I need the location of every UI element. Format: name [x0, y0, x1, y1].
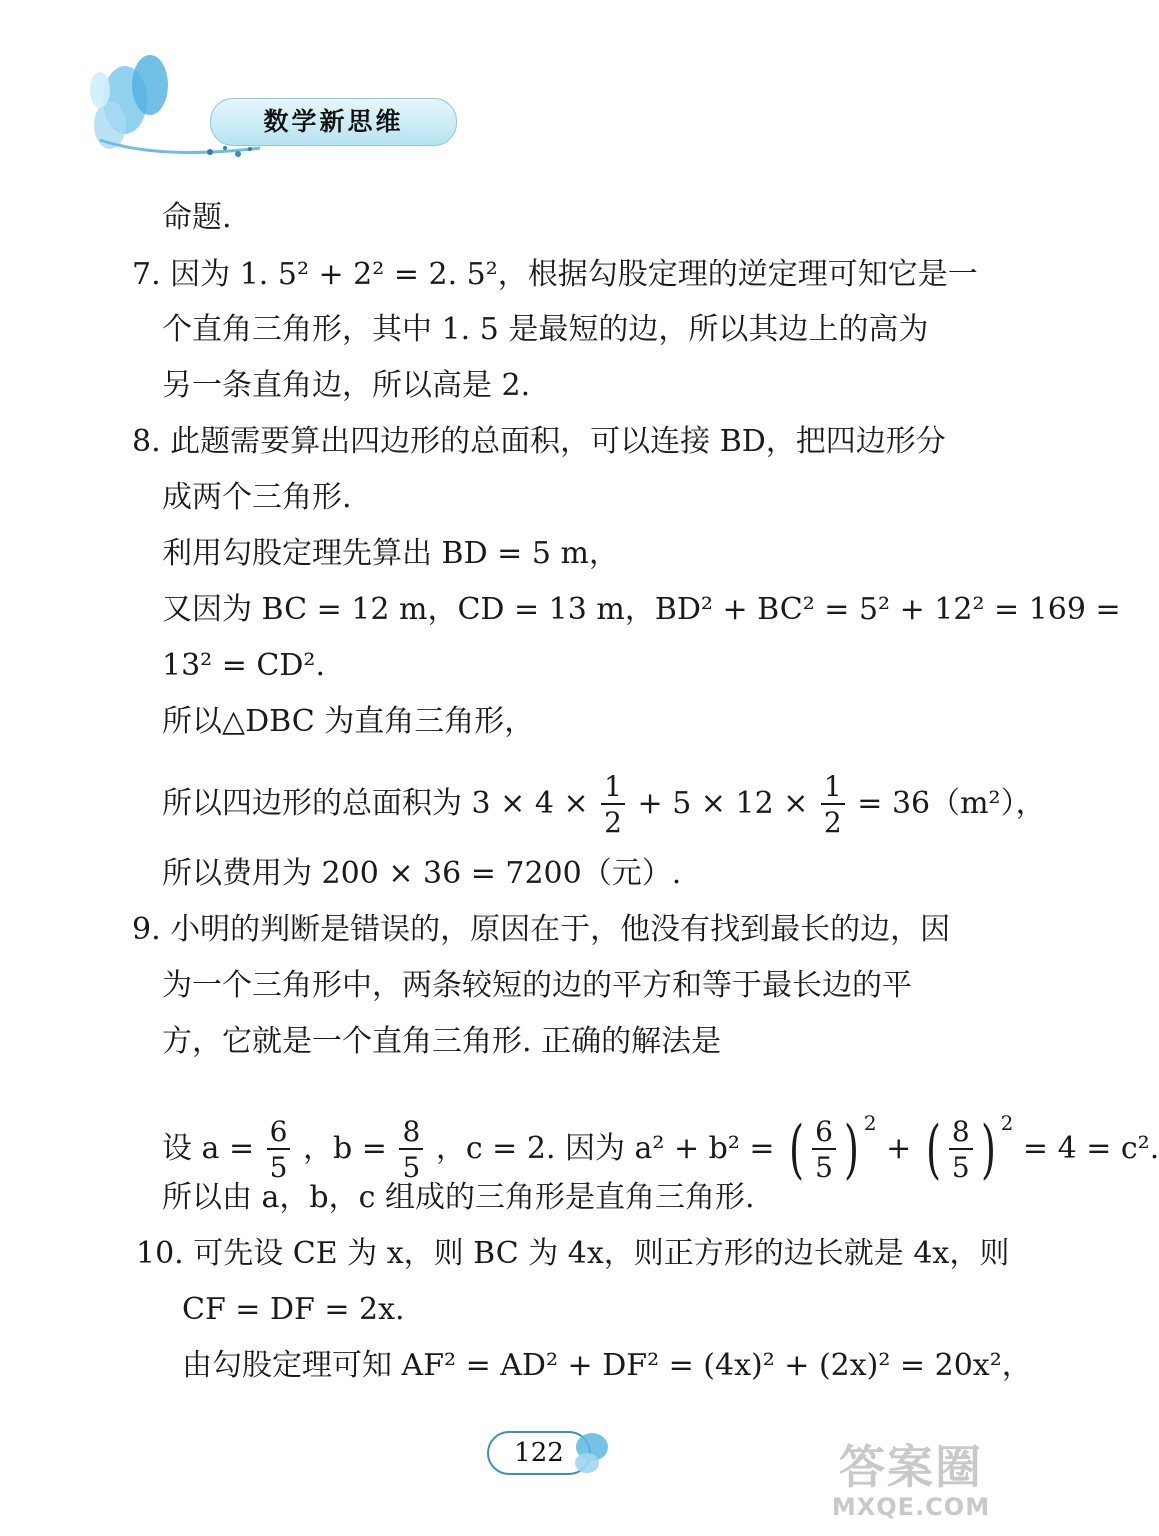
answer-8-line-4: 又因为 BC = 12 m，CD = 13 m，BD² + BC² = 5² + 12² = 169 =: [162, 592, 1121, 627]
fraction-six-fifths: [812, 1115, 836, 1184]
formula-text: +: [886, 1131, 912, 1166]
fraction-one-half: [821, 770, 845, 839]
page-number-badge: [487, 1425, 627, 1485]
formula-text: = 4 = c².: [1022, 1131, 1159, 1166]
fraction-eight-fifths: [949, 1115, 973, 1184]
watermark: [826, 1440, 996, 1530]
page-number: 122: [514, 1438, 564, 1468]
answer-8-line-3: 利用勾股定理先算出 BD = 5 m，: [162, 536, 619, 571]
fraction-numerator: 6: [267, 1118, 291, 1150]
answer-9-line-3: 方，它就是一个直角三角形. 正确的解法是: [162, 1024, 722, 1059]
fraction-numerator: 8: [949, 1118, 973, 1150]
formula-text: 设 a =: [162, 1131, 255, 1166]
formula-text: ，b =: [303, 1131, 387, 1166]
exponent: 2: [1000, 1111, 1014, 1135]
left-paren: (: [925, 1113, 941, 1187]
fraction-numerator: 6: [812, 1118, 836, 1150]
fraction-denominator: 2: [604, 806, 622, 839]
right-paren: ): [980, 1113, 996, 1187]
answer-7-line-2: 个直角三角形，其中 1. 5 是最短的边，所以其边上的高为: [162, 312, 929, 347]
fraction-numerator: 8: [399, 1118, 423, 1150]
formula-text: = 36（m²），: [857, 786, 1046, 821]
fraction-one-half: [601, 770, 625, 839]
watermark-logo: 答案圈: [839, 1440, 983, 1494]
answer-10-line-3: 由勾股定理可知 AF² = AD² + DF² = (4x)² + (2x)² = 20x²，: [182, 1348, 1032, 1383]
fraction-six-fifths: [267, 1115, 291, 1184]
answer-8-line-6: 所以△DBC 为直角三角形，: [162, 704, 535, 739]
answer-8-area-formula: [162, 772, 1046, 837]
answer-9-line-5: 所以由 a，b，c 组成的三角形是直角三角形.: [162, 1180, 755, 1215]
fraction-denominator: 2: [823, 806, 842, 839]
fraction-numerator: 1: [601, 773, 625, 805]
fraction-eight-fifths: [399, 1115, 423, 1184]
fraction-denominator: 5: [269, 1151, 288, 1184]
left-paren: (: [789, 1113, 805, 1187]
fraction-denominator: 5: [815, 1151, 833, 1184]
header-title-badge: [210, 98, 457, 146]
answer-7-line-1: 7. 因为 1. 5² + 2² = 2. 5²，根据勾股定理的逆定理可知它是一: [132, 257, 978, 292]
formula-text: 所以四边形的总面积为 3 × 4 ×: [162, 786, 589, 821]
header-title: 数学新思维: [263, 107, 404, 136]
answer-8-line-8: 所以费用为 200 × 36 = 7200（元）.: [162, 856, 682, 891]
answer-9-line-2: 为一个三角形中，两条较短的边的平方和等于最长边的平: [162, 968, 912, 1003]
watermark-url: MXQE.COM: [831, 1493, 991, 1521]
answer-8-line-1: 8. 此题需要算出四边形的总面积，可以连接 BD，把四边形分: [132, 424, 946, 459]
answer-9-formula: [162, 1088, 1159, 1187]
answer-10-line-1: 10. 可先设 CE 为 x，则 BC 为 4x，则正方形的边长就是 4x，则: [136, 1236, 1010, 1271]
answer-8-line-5: 13² = CD².: [162, 648, 325, 683]
fraction-denominator: 5: [402, 1151, 421, 1184]
fraction-numerator: 1: [821, 773, 845, 805]
water-drop-icon: [567, 1425, 617, 1485]
formula-text: + 5 × 12 ×: [637, 786, 809, 821]
answer-line: 命题.: [162, 200, 232, 235]
header-decoration: [70, 30, 404, 180]
fraction-denominator: 5: [951, 1151, 970, 1184]
formula-text: ，c = 2. 因为 a² + b² =: [435, 1131, 775, 1166]
answer-7-line-3: 另一条直角边，所以高是 2.: [162, 368, 531, 403]
right-paren: ): [843, 1113, 859, 1187]
exponent: 2: [863, 1111, 877, 1135]
answer-9-line-1: 9. 小明的判断是错误的，原因在于，他没有找到最长的边，因: [132, 912, 951, 947]
answer-8-line-2: 成两个三角形.: [162, 480, 352, 515]
answer-10-line-2: CF = DF = 2x.: [182, 1292, 405, 1327]
